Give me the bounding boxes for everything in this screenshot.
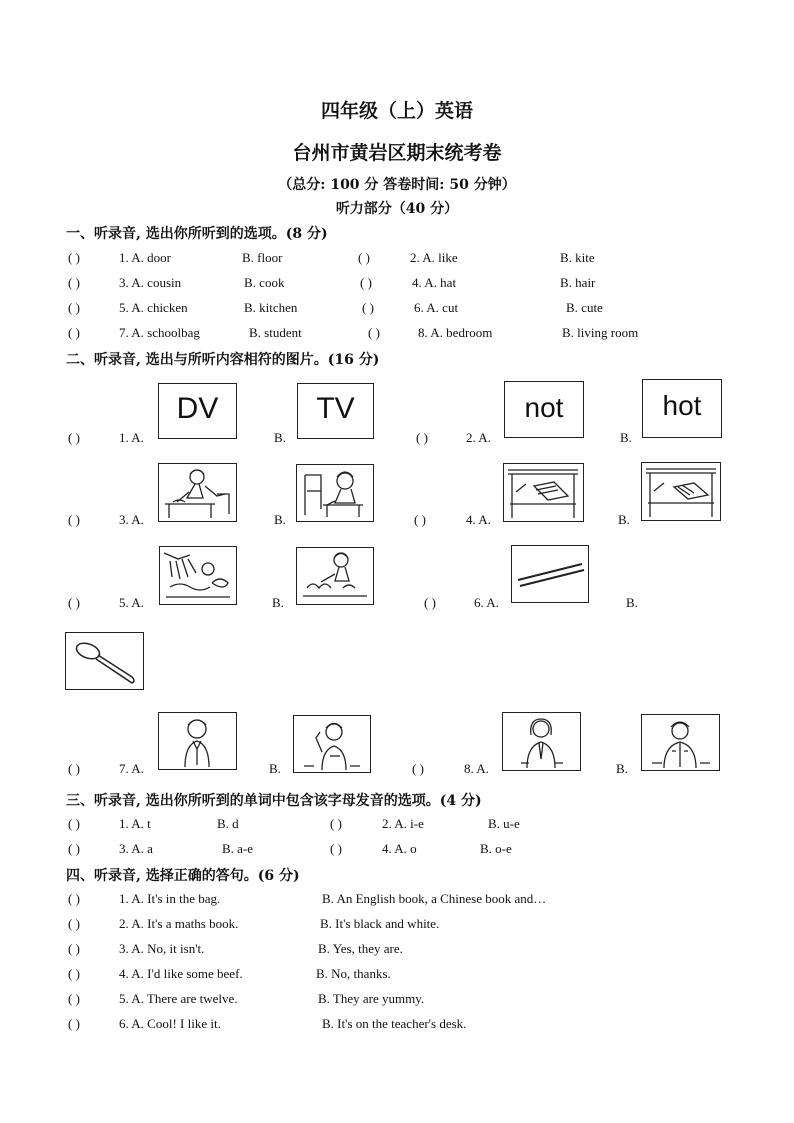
picture-girl-cleaning-desk (158, 463, 237, 522)
option-b: B. kite (560, 250, 595, 265)
answer-paren[interactable]: ( ) (412, 761, 424, 776)
answer-paren[interactable]: ( ) (68, 941, 80, 956)
answer-paren[interactable]: ( ) (68, 430, 80, 445)
answer-paren[interactable]: ( ) (68, 816, 80, 831)
option-a: 8. A. bedroom (418, 325, 493, 340)
picture-desk-books-b (641, 462, 721, 521)
word-hot: hot (662, 390, 702, 421)
option-a: 2. A. It's a maths book. (119, 916, 239, 931)
option-a: 4. A. I'd like some beef. (119, 966, 243, 981)
picture-woman-doctor (502, 712, 581, 771)
label-a: 7. A. (119, 761, 144, 776)
answer-paren[interactable]: ( ) (68, 891, 80, 906)
answer-paren[interactable]: ( ) (330, 816, 342, 831)
option-b: B. living room (562, 325, 639, 340)
picture-boy-waving (293, 715, 371, 773)
option-a: 3. A. a (119, 841, 153, 856)
label-b: B. (616, 761, 628, 776)
label-a: 5. A. (119, 595, 144, 610)
option-b: B. hair (560, 275, 596, 290)
picture-not (504, 381, 584, 438)
option-a: 5. A. There are twelve. (119, 991, 238, 1006)
option-b: B. Yes, they are. (318, 941, 403, 956)
answer-paren[interactable]: ( ) (68, 841, 80, 856)
answer-paren[interactable]: ( ) (362, 300, 374, 315)
section-2-heading: 二、听录音, 选出与所听内容相符的图片。(16 分) (66, 352, 380, 368)
label-b: B. (274, 512, 286, 527)
option-b: B. They are yummy. (318, 991, 425, 1006)
option-a: 5. A. chicken (119, 300, 188, 315)
option-b: B. u-e (488, 816, 520, 831)
option-a: 3. A. No, it isn't. (119, 941, 205, 956)
answer-paren[interactable]: ( ) (424, 595, 436, 610)
option-b: B. No, thanks. (316, 966, 391, 981)
picture-man-worker (641, 714, 720, 771)
listening-header: 听力部分（40 分） (335, 201, 459, 217)
option-a: 4. A. o (382, 841, 417, 856)
answer-paren[interactable]: ( ) (414, 512, 426, 527)
option-a: 7. A. schoolbag (119, 325, 200, 340)
answer-paren[interactable]: ( ) (68, 325, 80, 340)
option-b: B. An English book, a Chinese book and… (322, 891, 547, 906)
answer-paren[interactable]: ( ) (358, 250, 370, 265)
page-title: 四年级（上）英语 (320, 100, 473, 122)
page-subtitle: 台州市黄岩区期末统考卷 (292, 142, 502, 164)
label-a: 1. A. (119, 430, 144, 445)
word-not: not (524, 392, 564, 423)
label-b: B. (269, 761, 281, 776)
answer-paren[interactable]: ( ) (68, 275, 80, 290)
answer-paren[interactable]: ( ) (68, 1016, 80, 1031)
option-b: B. o-e (480, 841, 512, 856)
label-a: 3. A. (119, 512, 144, 527)
answer-paren[interactable]: ( ) (368, 325, 380, 340)
picture-chopsticks (511, 545, 589, 603)
option-b: B. floor (242, 250, 283, 265)
answer-paren[interactable]: ( ) (416, 430, 428, 445)
picture-tv (297, 383, 374, 439)
label-a: 2. A. (466, 430, 491, 445)
section-4-heading: 四、听录音, 选择正确的答句。(6 分) (66, 868, 300, 884)
answer-paren[interactable]: ( ) (68, 250, 80, 265)
picture-hot (642, 379, 722, 438)
option-a: 6. A. Cool! I like it. (119, 1016, 221, 1031)
picture-watering-plants (159, 546, 237, 605)
picture-desk-books (503, 463, 584, 522)
picture-dv (158, 383, 237, 439)
answer-paren[interactable]: ( ) (330, 841, 342, 856)
option-b: B. It's on the teacher's desk. (322, 1016, 467, 1031)
answer-paren[interactable]: ( ) (68, 300, 80, 315)
answer-paren[interactable]: ( ) (68, 761, 80, 776)
answer-paren[interactable]: ( ) (68, 916, 80, 931)
option-b: B. d (217, 816, 239, 831)
option-a: 4. A. hat (412, 275, 457, 290)
answer-paren[interactable]: ( ) (68, 966, 80, 981)
option-a: 6. A. cut (414, 300, 459, 315)
option-a: 1. A. It's in the bag. (119, 891, 221, 906)
label-b: B. (626, 595, 638, 610)
section-3-heading: 三、听录音, 选出你所听到的单词中包含该字母发音的选项。(4 分) (66, 793, 482, 809)
answer-paren[interactable]: ( ) (68, 595, 80, 610)
section-1-heading: 一、听录音, 选出你所听到的选项。(8 分) (66, 226, 328, 242)
picture-man (158, 712, 237, 770)
label-b: B. (272, 595, 284, 610)
option-b: B. cook (244, 275, 285, 290)
label-b: B. (274, 430, 286, 445)
exam-meta: （总分: 100 分 答卷时间: 50 分钟） (278, 177, 516, 193)
option-a: 2. A. like (410, 250, 458, 265)
picture-boy-studying (296, 464, 374, 522)
option-a: 1. A. t (119, 816, 151, 831)
option-a: 1. A. door (119, 250, 171, 265)
answer-paren[interactable]: ( ) (360, 275, 372, 290)
answer-paren[interactable]: ( ) (68, 991, 80, 1006)
label-b: B. (620, 430, 632, 445)
option-b: B. a-e (222, 841, 254, 856)
picture-boy-gardening (296, 547, 374, 605)
label-b: B. (618, 512, 630, 527)
option-b: B. kitchen (244, 300, 298, 315)
picture-spoon (65, 632, 144, 690)
label-a: 6. A. (474, 595, 499, 610)
label-a: 4. A. (466, 512, 491, 527)
word-tv: TV (316, 392, 355, 425)
option-b: B. It's black and white. (320, 916, 440, 931)
answer-paren[interactable]: ( ) (68, 512, 80, 527)
option-b: B. student (249, 325, 302, 340)
word-dv: DV (176, 392, 219, 425)
option-a: 3. A. cousin (119, 275, 182, 290)
label-a: 8. A. (464, 761, 489, 776)
option-b: B. cute (566, 300, 603, 315)
option-a: 2. A. i-e (382, 816, 424, 831)
